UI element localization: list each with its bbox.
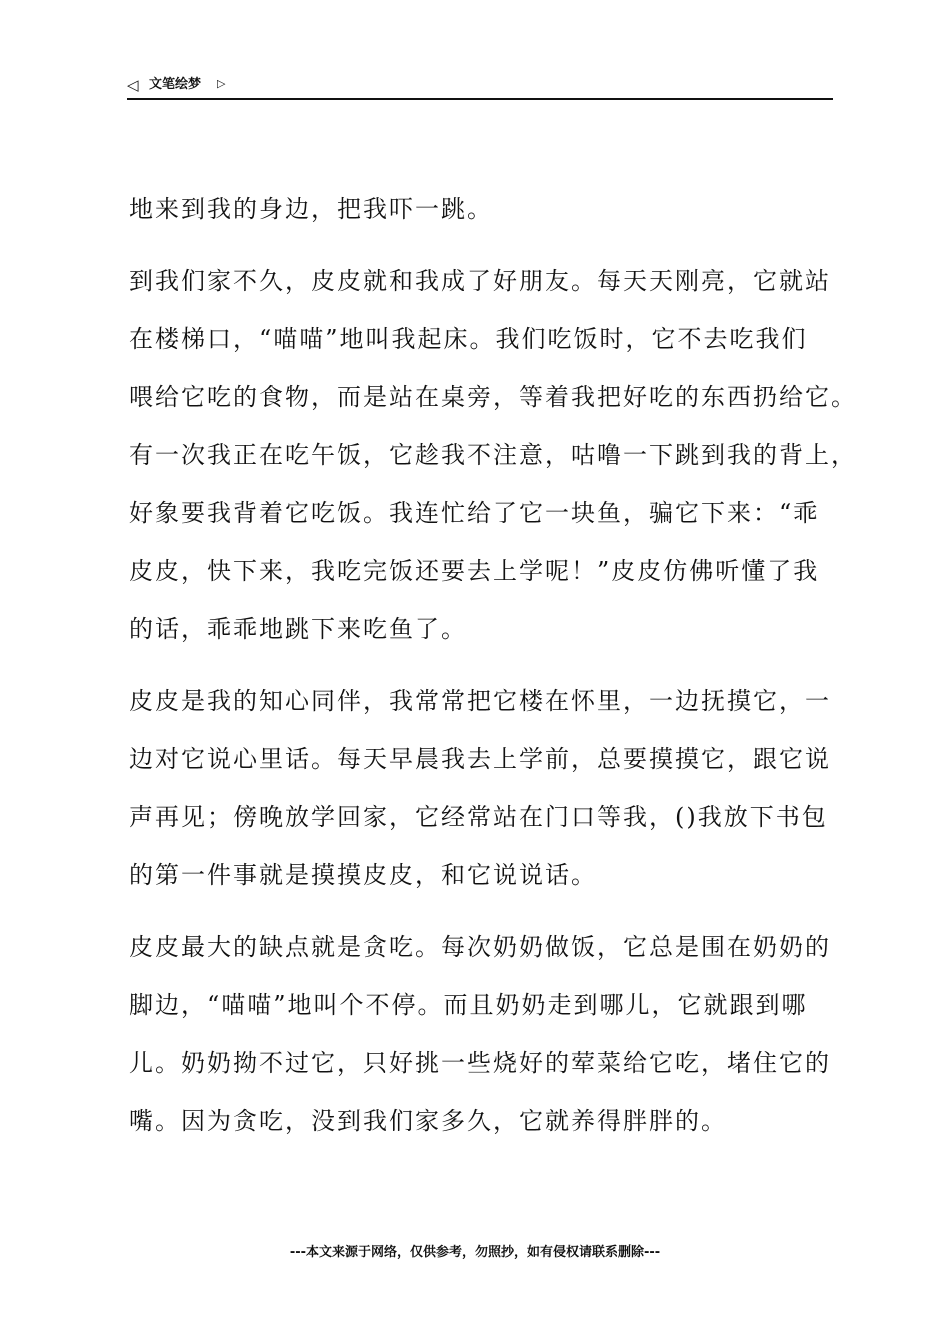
text-line: 地来到我的身边，把我吓一跳。	[129, 195, 493, 223]
footer-disclaimer: ---本文来源于网络，仅供参考，勿照抄，如有侵权请联系删除---	[289, 1245, 661, 1260]
text-line: 喂给它吃的食物，而是站在桌旁，等着我把好吃的东西扔给它。	[129, 383, 857, 411]
text-line: 在楼梯口，“喵喵”地叫我起床。我们吃饭时，它不去吃我们	[129, 325, 808, 353]
text-line: 有一次我正在吃午饭，它趁我不注意，咕噜一下跳到我的背上，	[129, 441, 857, 469]
text-line: 到我们家不久，皮皮就和我成了好朋友。每天天刚亮，它就站	[129, 267, 831, 295]
paragraph-3	[129, 672, 833, 904]
right-triangle-icon: ▷	[217, 77, 226, 90]
text-line: 声再见；傍晚放学回家，它经常站在门口等我，()我放下书包	[129, 803, 828, 831]
text-line: 皮皮是我的知心同伴，我常常把它楼在怀里，一边抚摸它，一	[129, 687, 831, 715]
header-title: 文笔绘梦	[149, 77, 202, 92]
text-line: 边对它说心里话。每天早晨我去上学前，总要摸摸它，跟它说	[129, 745, 831, 773]
text-line: 脚边，“喵喵”地叫个不停。而且奶奶走到哪儿，它就跟到哪	[129, 991, 808, 1019]
text-line: 的话，乖乖地跳下来吃鱼了。	[129, 615, 467, 643]
paragraph-2	[129, 252, 857, 658]
text-line: 皮皮，快下来，我吃完饭还要去上学呢！”皮皮仿佛听懂了我	[129, 557, 820, 585]
page-header	[127, 74, 833, 100]
text-line: 儿。奶奶拗不过它，只好挑一些烧好的荤菜给它吃，堵住它的	[129, 1049, 831, 1077]
left-triangle-icon: ◁	[127, 76, 139, 94]
paragraph-4	[129, 918, 833, 1150]
text-line: 的第一件事就是摸摸皮皮，和它说说话。	[129, 861, 597, 889]
text-line: 皮皮最大的缺点就是贪吃。每次奶奶做饭，它总是围在奶奶的	[129, 933, 831, 961]
text-line: 嘴。因为贪吃，没到我们家多久，它就养得胖胖的。	[129, 1107, 727, 1135]
paragraph-1	[129, 180, 833, 238]
body-text	[129, 180, 857, 1150]
text-line: 好象要我背着它吃饭。我连忙给了它一块鱼，骗它下来：“乖	[129, 499, 820, 527]
